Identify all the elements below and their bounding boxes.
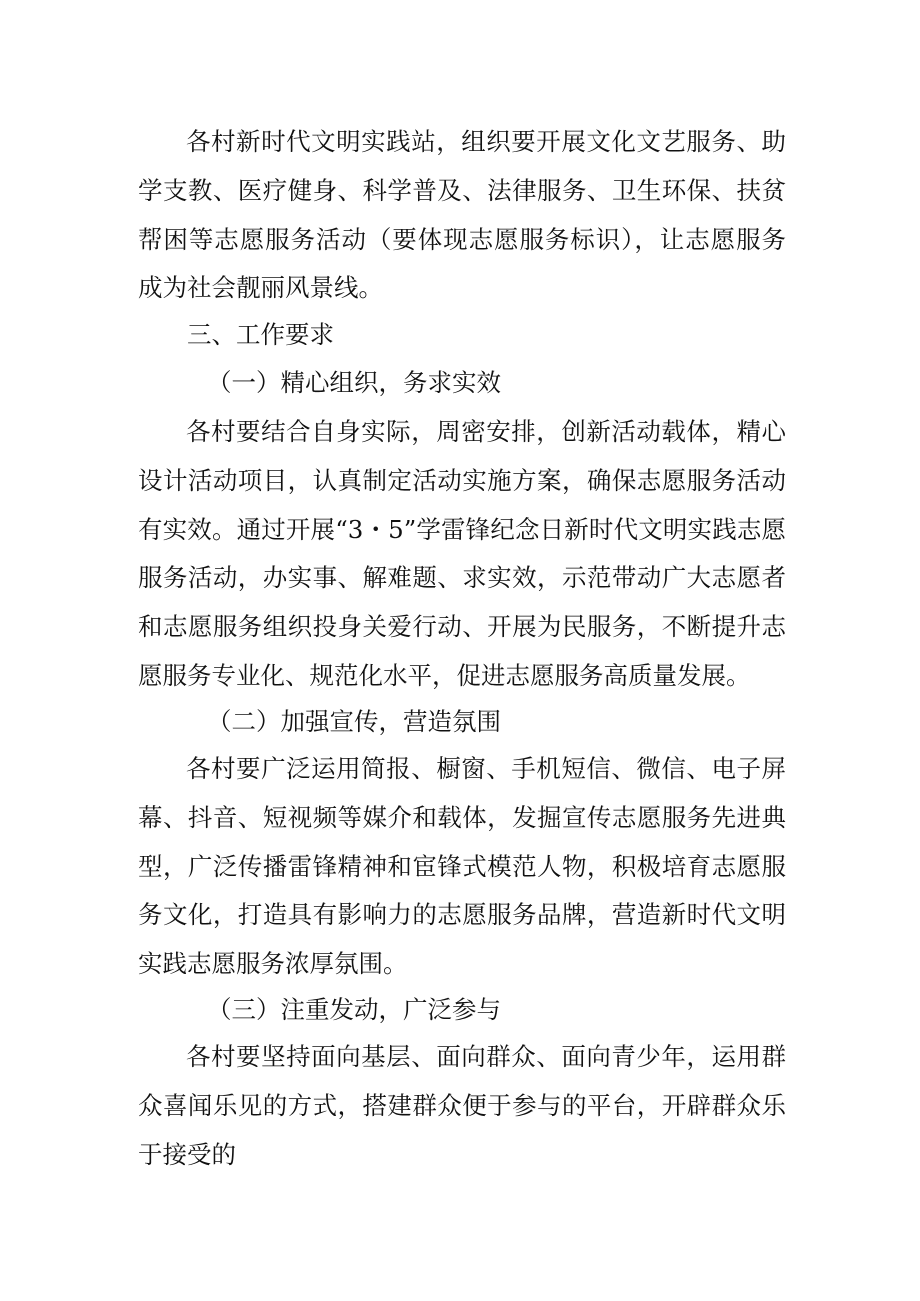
subheading-participation: （三）注重发动，广泛参与 [207, 995, 501, 1024]
subheading-careful-organization: （一）精心组织，务求实效 [207, 368, 501, 397]
paragraph-publicity: 各村要广泛运用简报、橱窗、手机短信、微信、电子屏幕、抖音、短视频等媒介和载体，发掘宣传志愿服务先进典型，广泛传播雷锋精神和宦锋式模范人物，积极培育志愿服务文化，打造具有影响力的志愿服务品牌，营造新时代文明实践志愿服务浓厚氛围。 [138, 754, 786, 979]
paragraph-volunteer-activities: 各村新时代文明实践站，组织要开展文化文艺服务、助学支教、医疗健身、科学普及、法律服务、卫生环保、扶贫帮困等志愿服务活动（要体现志愿服务标识），让志愿服务成为社会靓丽风景线。 [138, 127, 786, 303]
section-heading-work-requirements: 三、工作要求 [187, 320, 334, 349]
paragraph-participation: 各村要坚持面向基层、面向群众、面向青少年，运用群众喜闻乐见的方式，搭建群众便于参与的平台，开辟群众乐于接受的 [138, 1042, 786, 1169]
paragraph-organization: 各村要结合自身实际，周密安排，创新活动载体，精心设计活动项目，认真制定活动实施方案，确保志愿服务活动有实效。通过开展“3・5”学雷锋纪念日新时代文明实践志愿服务活动，办实事、解难题、求实效，示范带动广大志愿者和志愿服务组织投身关爱行动、开展为民服务，不断提升志愿服务专业化、规范化水平，促进志愿服务高质量发展。 [138, 417, 786, 690]
subheading-publicity: （二）加强宣传，营造氛围 [207, 707, 501, 736]
